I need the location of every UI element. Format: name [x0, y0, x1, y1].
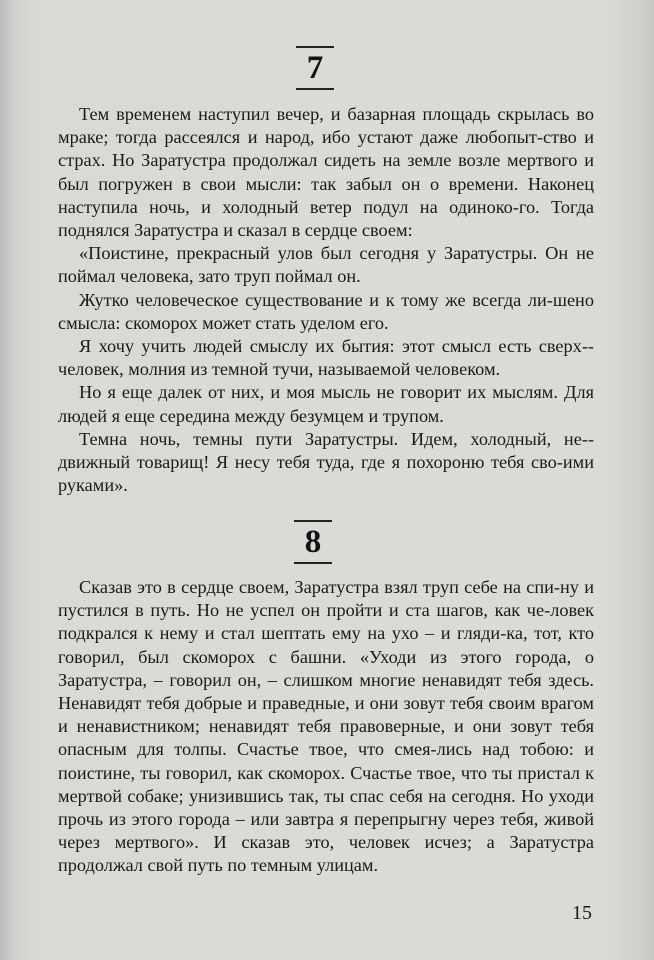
chapter-8-number: 8 [304, 524, 322, 560]
chapter-7-number: 7 [306, 50, 324, 86]
paragraph: «Поистине, прекрасный улов был сегодня у Заратустры. Он не поймал человека, зато труп поймал он. [58, 243, 594, 287]
chapter-7-text [58, 103, 594, 497]
paragraph: Сказав это в сердце своем, Заратустра взял труп себе на спи-ну и пустился в путь. Но не успел он пройти и ста шагов, как че-ловек подкрался к нему и стал шептать ему на ухо – и гляди-ка, тот, кто говорил, был скоморох с башни. «Уходи из этого города, о Заратустра, – говорил он, – слишком многие ненавидят тебя здесь. Ненавидят тебя добрые и праведные, и они зовут тебя своим врагом и ненавистником; ненавидят тебя правоверные, и они зовут тебя опасным для толпы. Счастье твое, что смея-лись над тобою: и поистине, ты говорил, как скоморох. Счастье твое, что ты пристал к мертвой собаке; унизившись так, ты спас себя на сегодня. Но уходи прочь из этого города – или завтра я перепрыгну через тебя, живой через мертвого». И сказав это, человек исчез; а Заратустра продолжал свой путь по темным улицам. [58, 577, 594, 876]
paragraph: Темна ночь, темны пути Заратустры. Идем, холодный, не-движный товарищ! Я несу тебя туда, где я похороню тебя сво-ими руками». [58, 428, 594, 496]
paragraph: Я хочу учить людей смыслу их бытия: этот смысл есть сверх-человек, молния из темной тучи, называемой человеком. [58, 336, 594, 380]
paragraph: Тем временем наступил вечер, и базарная площадь скрылась во мраке; тогда рассеялся и народ, ибо устают даже любопыт-ство и страх. Но Заратустра продолжал сидеть на земле возле мертвого и был погружен в свои мысли: так забыл он о времени. Наконец наступила ночь, и холодный ветер подул на одиноко-го. Тогда поднялся Заратустра и сказал в сердце своем: [58, 104, 594, 241]
page-number: 15 [572, 902, 592, 924]
paragraph: Жутко человеческое существование и к тому же всегда ли-шено смысла: скоморох может стать уделом его. [58, 289, 594, 333]
paragraph: Но я еще далек от них, и моя мысль не говорит их мыслям. Для людей я еще середина между безумцем и трупом. [58, 382, 594, 426]
chapter-8-text [58, 576, 594, 878]
